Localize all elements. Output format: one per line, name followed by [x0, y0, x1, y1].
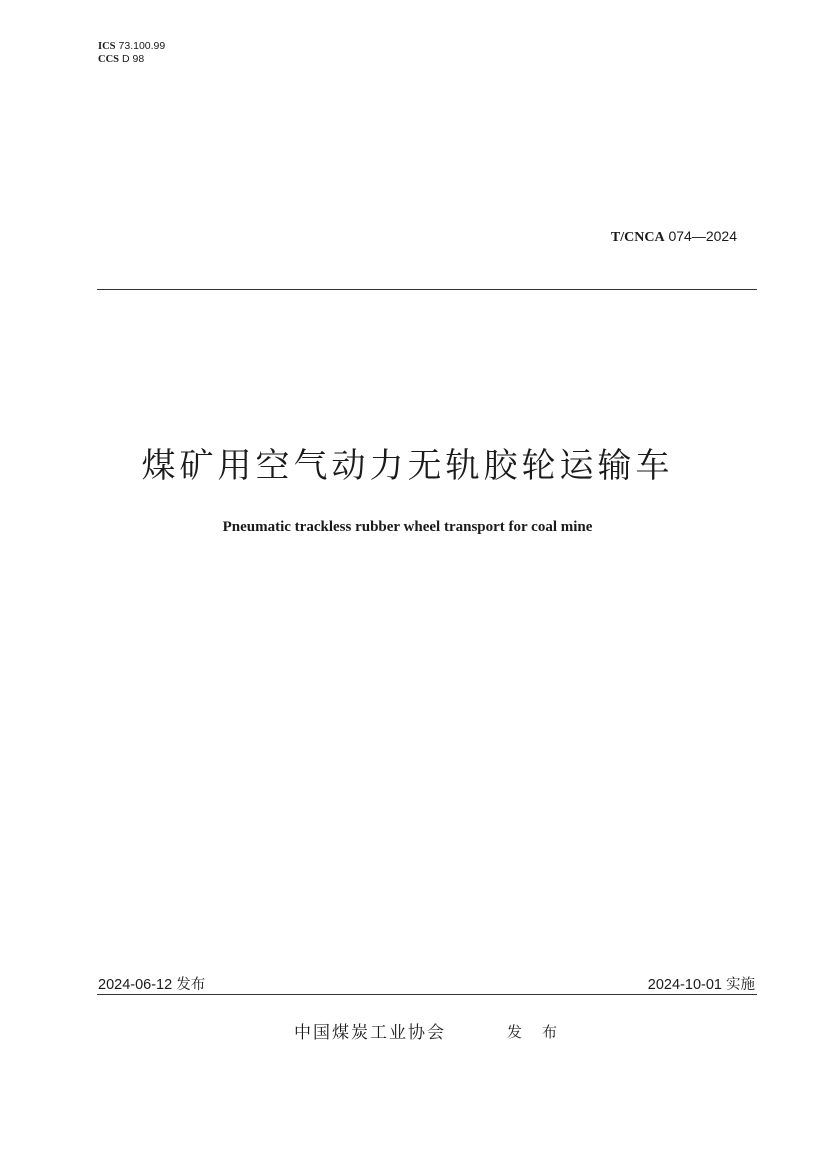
standard-number: [611, 228, 737, 246]
header-divider: [97, 289, 757, 290]
title-chinese: 煤矿用空气动力无轨胶轮运输车: [141, 446, 674, 486]
ccs-label: CCS: [98, 54, 120, 65]
ccs-value: D 98: [122, 53, 145, 65]
footer-divider: [97, 994, 757, 995]
ics-line: [98, 40, 165, 53]
ics-value: 73.100.99: [118, 40, 166, 52]
standard-prefix: T/CNCA: [610, 230, 665, 245]
implementation-date: 2024-10-01 实施: [647, 977, 755, 993]
ccs-line: [98, 53, 165, 66]
issue-date: 2024-06-12 发布: [98, 977, 206, 993]
standard-code: 074—2024: [668, 228, 737, 244]
publish-label: 发布: [507, 1023, 578, 1041]
classification-codes: [98, 40, 165, 66]
publisher-name: 中国煤炭工业协会: [294, 1023, 446, 1043]
ics-label: ICS: [98, 41, 116, 52]
title-english: Pneumatic trackless rubber wheel transport for coal mine: [222, 519, 593, 535]
